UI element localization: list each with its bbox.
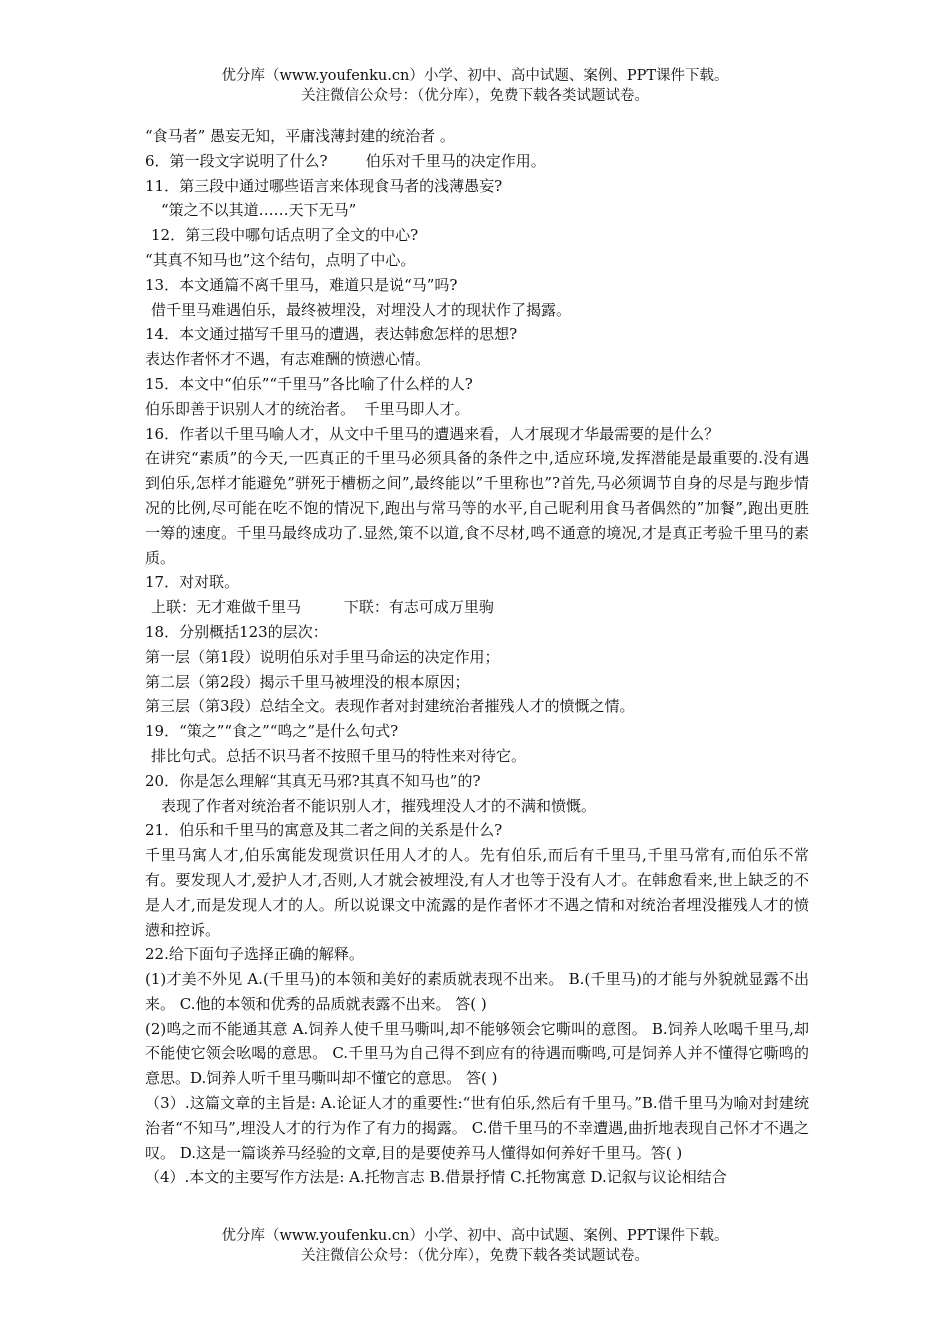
- question-20: 20．你是怎么理解“其真无马邪?其真不知马也”的?: [145, 771, 481, 790]
- document-body: [145, 124, 809, 1190]
- footer-line-1: 优分库（www.youfenku.cn）小学、初中、高中试题、案例、PPT课件下载。: [221, 1228, 729, 1244]
- answer-17: 上联：无才难做千里马 下联：有志可成万里驹: [151, 598, 494, 617]
- question-17: 17．对对联。: [145, 573, 240, 592]
- answer-18-layer-1: 第一层（第1段）说明伯乐对手里马命运的决定作用；: [145, 647, 500, 666]
- answer-16-paragraph: 在讲究“素质”的今天,一匹真正的千里马必须具备的条件之中,适应环境,发挥潜能是最重要的.没有遇到伯乐,怎样才能避免”骈死于槽枥之间”,最终能以”千里称也”?首先,马必须调节自身的尽是与跑步情况的比例,尽可能在吃不饱的情况下,跑出与常马等的水平,自己昵利用食马者偶然的”加餐”,跑出更胜一筹的速度。千里马最终成功了.显然,策不以道,食不尽材,鸣不通意的境况,才是真正考验千里马的素质。: [145, 449, 809, 567]
- answer-18-layer-2: 第二层（第2段）揭示千里马被埋没的根本原因；: [145, 672, 470, 691]
- question-15: 15．本文中“伯乐”“千里马”各比喻了什么样的人?: [145, 374, 473, 393]
- header-line-2: 关注微信公众号：（优分库），免费下载各类试题试卷。: [301, 88, 649, 104]
- question-6: 6．第一段文字说明了什么? 伯乐对千里马的决定作用。: [145, 151, 546, 170]
- question-13: 13．本文通篇不离千里马，难道只是说“马”吗?: [145, 275, 458, 294]
- question-22-item-2: (2)鸣之而不能通其意 A.饲养人使千里马嘶叫,却不能够领会它嘶叫的意图。 B.饲养人吆喝千里马,却不能使它领会吆喝的意思。 C.千里马为自己得不到应有的待遇而嘶鸣,可是饲养人并不懂得它嘶鸣的意思。D.饲养人听千里马嘶叫却不懂它的意思。 答( ): [145, 1019, 809, 1088]
- question-21: 21．伯乐和千里马的寓意及其二者之间的关系是什么?: [145, 821, 503, 840]
- answer-14: 表达作者怀才不遇，有志难酬的愤懑心情。: [145, 350, 431, 369]
- question-19: 19．“策之”“食之”“鸣之”是什么句式?: [145, 722, 399, 741]
- text-line: “食马者” 愚妄无知，平庸浅薄封建的统治者 。: [145, 127, 455, 145]
- answer-13: 借千里马难遇伯乐，最终被埋没，对埋没人才的现状作了揭露。: [151, 300, 572, 319]
- answer-12: “其真不知马也”这个结句，点明了中心。: [145, 250, 416, 269]
- answer-19: 排比句式。总括不识马者不按照千里马的特性来对待它。: [151, 746, 527, 765]
- question-11: 11．第三段中通过哪些语言来体现食马者的浅薄愚妄?: [145, 176, 503, 195]
- page-header: [0, 66, 950, 106]
- answer-21-paragraph: 千里马寓人才,伯乐寓能发现赏识任用人才的人。先有伯乐,而后有千里马,千里马常有,而伯乐不常有。要发现人才,爱护人才,否则,人才就会被埋没,有人才也等于没有人才。在韩愈看来,世上缺乏的不是人才,而是发现人才的人。所以说课文中流露的是作者怀才不遇之情和对统治者埋没摧残人才的愤懑和控诉。: [145, 846, 809, 939]
- header-line-1: 优分库（www.youfenku.cn）小学、初中、高中试题、案例、PPT课件下载。: [221, 68, 729, 84]
- answer-20: 表现了作者对统治者不能识别人才，摧残埋没人才的不满和愤慨。: [161, 796, 597, 815]
- question-16: 16．作者以千里马喻人才，从文中千里马的遭遇来看，人才展现才华最需要的是什么？: [145, 424, 720, 443]
- question-18: 18．分别概括123的层次：: [145, 622, 328, 641]
- question-14: 14．本文通过描写千里马的遭遇，表达韩愈怎样的思想?: [145, 325, 518, 344]
- answer-11: “策之不以其道……天下无马”: [161, 201, 357, 220]
- question-22-item-1: (1)才美不外见 A.(千里马)的本领和美好的素质就表现不出来。 B.(千里马)的才能与外貌就显露不出来。 C.他的本领和优秀的品质就表露不出来。 答( ): [145, 970, 809, 1013]
- question-22: 22.给下面句子选择正确的解释。: [145, 945, 364, 964]
- answer-15: 伯乐即善于识别人才的统治者。 千里马即人才。: [145, 399, 470, 418]
- answer-18-layer-3: 第三层（第3段）总结全文。表现作者对封建统治者摧残人才的愤慨之情。: [145, 697, 635, 716]
- question-12: 12．第三段中哪句话点明了全文的中心?: [151, 226, 419, 245]
- question-22-item-4: （4）.本文的主要写作方法是: A.托物言志 B.借景抒情 C.托物寓意 D.记叙与议论相结合: [145, 1168, 727, 1187]
- question-22-item-3: （3）.这篇文章的主旨是: A.论证人才的重要性:“世有伯乐,然后有千里马。”B.借千里马为喻对封建统治者“不知马”,埋没人才的行为作了有力的揭露。 C.借千里马的不幸遭遇,曲折地表现自己怀才不遇之叹。 D.这是一篇谈养马经验的文章,目的是要使养马人懂得如何养好千里马。答( ): [145, 1094, 809, 1162]
- page-footer: [0, 1226, 950, 1266]
- footer-line-2: 关注微信公众号：（优分库），免费下载各类试题试卷。: [301, 1248, 649, 1264]
